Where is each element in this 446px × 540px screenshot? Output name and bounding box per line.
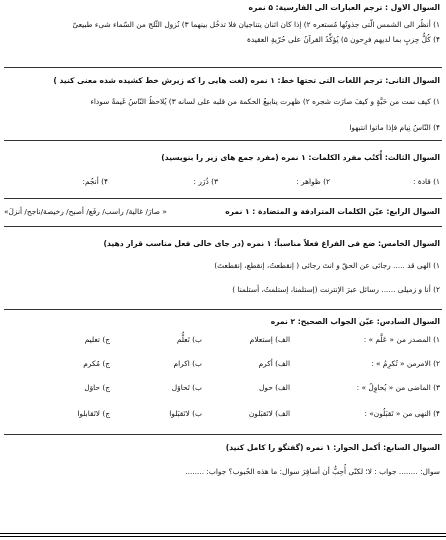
choice-c: ج) لاتَقابلوا (77, 409, 110, 418)
section-1 (4, 2, 440, 42)
section-5 (4, 238, 440, 300)
section-3 (4, 152, 440, 188)
section-2 (4, 75, 440, 137)
item-2: ۲) ظواهر : (296, 177, 330, 186)
choice-b: ب) اکرام (173, 359, 202, 368)
question-1-line-2: ۴) کُلُّ حِزبٍ بما لدیهم فرِحون ۵) یُؤکِّدُ القرآنُ علی حُرّیةِ العقیدة (247, 35, 440, 44)
section-7 (4, 442, 440, 478)
choice-question: ۳) الماضی من « یُحاوِلُ » : (356, 383, 440, 392)
question-5-line-1: ۱) الهی قد ..... رجائی عن الحقّ و انتَ رجائی ( إنقطعتُ، إنقطع، إنقطعتَ) (214, 261, 440, 270)
question-3-items (10, 176, 440, 187)
question-5-title: السوال الخامس: ضع فی الفراغ فعلاً مناسباً: ۱ نمره (در جای خالی فعل مناسب قرار دهید) (103, 239, 440, 248)
choice-c: ج) مُکرم (83, 359, 110, 368)
choice-question: ۴) النهی من « تَقبَلُون» : (364, 409, 440, 418)
bottom-border (0, 533, 446, 534)
choice-a: الف) إستعلام (249, 335, 290, 344)
choice-a: الف) حول (259, 383, 290, 392)
question-2-line-2: ۴) النّاسُ نِیام فإذا ماتوا انتبهوا (349, 123, 440, 132)
divider (4, 434, 442, 435)
choice-c: ج) حاوَل (84, 383, 110, 392)
bottom-border-inner (0, 536, 446, 537)
divider (4, 226, 442, 227)
divider (4, 140, 442, 141)
choice-row (10, 358, 440, 369)
question-1-line-1: ۱) أنظُر الی الشمس الّتی جذوتُها مُستعره ۲) إذا کان اثنان یتناجیان فلا تدخُل بینهما ۳) نُزول الثّلج من السّماء شیء طبیعیّ (72, 20, 440, 29)
question-7-title: السوال السابع: أکمل الحوار: ۱ نمره (گفتگو را کامل کنید) (225, 443, 440, 452)
question-4-words: « صارَ/ غالیة/ راسب/ رفَع/ أصبح/ رخیصة/ناجح/ أنزلَ» (4, 207, 167, 216)
section-4 (4, 206, 440, 220)
question-6-title: السوال السادس: عیّن الجواب الصحیح: ۲ نمره (270, 317, 440, 326)
choice-row (10, 382, 440, 393)
section-6 (4, 316, 440, 426)
choice-a: الف) أکرم (258, 359, 290, 368)
choice-b: ب) تَعلُّم (176, 335, 202, 344)
item-1: ۱) قادة : (412, 177, 440, 186)
divider (4, 198, 442, 199)
choice-b: ب) لاتَقبَلوا (169, 409, 202, 418)
choice-b: ب) تَحاوَل (171, 383, 202, 392)
choice-question: ۱) المصدر من « عَلَّم » : (363, 335, 440, 344)
question-2-title: السوال الثانی: ترجم اللغات التی تحتها خط: ۱ نمره (لغت هایی را که زیرش خط کشیده شده معنی کنید ) (53, 76, 440, 85)
choice-a: الف) لاتَقبَلون (248, 409, 290, 418)
choice-c: ج) تعلیم (84, 335, 110, 344)
question-4-title: السوال الرابع: عیّن الکلمات المترادفة و المتضادة : ۱ نمره (225, 207, 440, 216)
question-5-line-2: ۲) أنا و زمیلی ...... رسائل عبرَ الإنترنت (إستلمنا، إستلمتُ، أستلمنا ) (232, 285, 440, 294)
divider (4, 67, 442, 68)
question-7-dialogue: سوال: ........ جواب : لا؛ لکنّی أُحِبُّ أن أسافِرَ سوال: ما هذه الحُبوب؟ جواب: ........ (185, 467, 440, 476)
question-2-line-1: ۱) کیف نمت من حَبَّةٍ و کیفَ صارَت شجره ۲) ظهرت ینابیعُ الحکمة من قلبه علی لسانه ۳) یُلاحظُ النّاسُ غَیمةً سوداء (90, 97, 440, 106)
choice-question: ۲) الامرمن « تُکرِمُ » : (371, 359, 440, 368)
question-1-title: السوال الاول : ترجم العبارات الی الفارسیة: ۵ نمره (248, 3, 440, 12)
choice-row (10, 408, 440, 419)
item-3: ۳) ذُرَر : (193, 177, 218, 186)
item-4: ۴) أنجُم: (82, 177, 108, 186)
choice-row (10, 334, 440, 345)
divider (4, 309, 442, 310)
question-3-title: السوال الثالث: أُکتُب مفرد الکلمات: ۱ نمره (مفرد جمع های زیر را بنویسید) (161, 153, 440, 162)
